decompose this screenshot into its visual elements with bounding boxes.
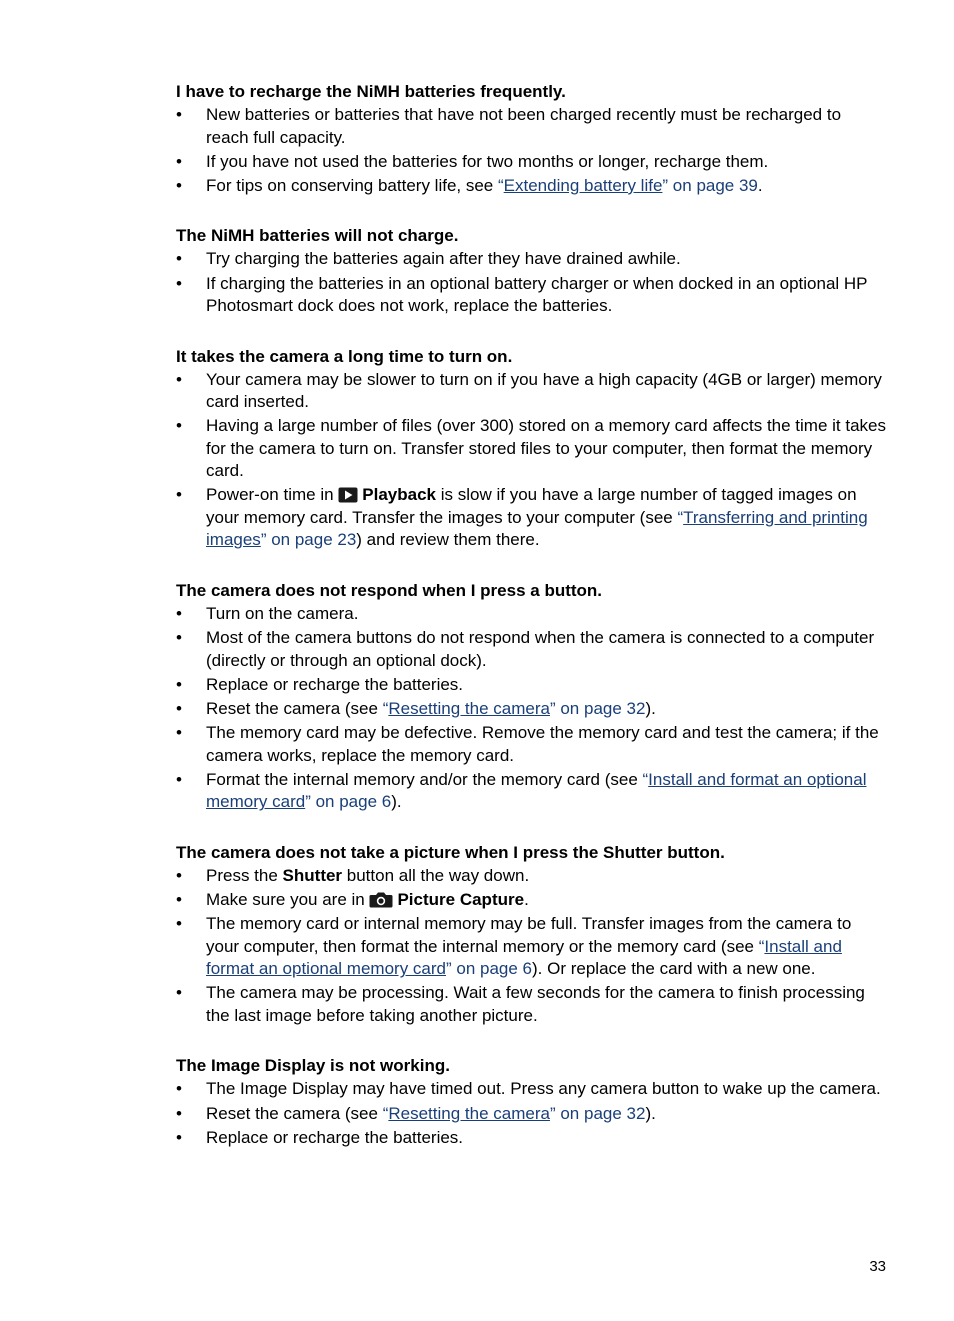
list-item — [176, 627, 888, 672]
bullet-list — [176, 104, 888, 197]
list-item — [176, 175, 888, 198]
item-text-suffix: ) and review them there. — [356, 530, 540, 550]
item-text: Format the internal memory and/or the memory card (see — [206, 769, 643, 789]
bullet: • — [176, 175, 182, 195]
bullet: • — [176, 769, 182, 789]
item-text-suffix: ). — [645, 699, 656, 718]
list-item — [176, 674, 888, 697]
list-item — [176, 273, 888, 318]
item-text: Replace or recharge the batteries. — [206, 674, 464, 694]
bullet: • — [176, 890, 182, 910]
link-resetting-camera[interactable]: “Resetting the camera” on page 32 — [382, 699, 646, 718]
item-text-suffix: button all the way down. — [342, 865, 530, 885]
playback-icon — [338, 487, 358, 503]
item-text: Most of the camera buttons do not respond when the camera is connected to a computer (directly or through an optional dock). — [206, 628, 875, 670]
item-text: Power-on time in — [206, 485, 339, 505]
item-text: Turn on the camera. — [206, 603, 359, 623]
playback-label: Playback — [362, 485, 437, 505]
bullet-list — [176, 1078, 888, 1149]
section-no-picture — [176, 841, 888, 1028]
bullet: • — [176, 151, 182, 171]
item-text: The memory card or internal memory may be full. Transfer images from the camera to your computer, then format the internal memory or the memory card (see — [206, 914, 852, 956]
bullet: • — [176, 1079, 182, 1099]
bullet: • — [176, 485, 182, 505]
section-heading: The NiMH batteries will not charge. — [176, 226, 459, 246]
list-item — [176, 913, 888, 981]
item-text: Press the — [206, 865, 283, 885]
list-item — [176, 104, 888, 149]
section-recharge-frequently — [176, 80, 888, 197]
bullet: • — [176, 983, 182, 1003]
bullet: • — [176, 416, 182, 436]
item-text-suffix: ). Or replace the card with a new one. — [532, 959, 816, 979]
list-item — [176, 151, 888, 174]
item-text: Your camera may be slower to turn on if you have a high capacity (4GB or larger) memory card inserted. — [206, 369, 882, 412]
list-item — [176, 769, 888, 814]
item-text: Replace or recharge the batteries. — [206, 1127, 464, 1147]
item-text: Having a large number of files (over 300) stored on a memory card affects the time it takes for the camera to turn on. Transfer stored files to your computer, then format the memory card. — [206, 416, 886, 481]
section-heading: The Image Display is not working. — [176, 1056, 450, 1076]
item-text: Reset the camera (see — [206, 699, 383, 718]
bullet: • — [176, 914, 182, 934]
picture-capture-label: Picture Capture — [397, 890, 525, 910]
bullet: • — [176, 674, 182, 694]
list-item — [176, 698, 888, 721]
item-text-suffix: . — [757, 175, 763, 195]
list-item — [176, 889, 888, 912]
bullet-list — [176, 603, 888, 814]
bullet: • — [176, 865, 182, 885]
list-item — [176, 369, 888, 414]
list-item — [176, 1103, 888, 1126]
section-slow-turn-on — [176, 345, 888, 552]
bullet: • — [176, 1127, 182, 1147]
item-text: Try charging the batteries again after they have drained awhile. — [206, 249, 681, 269]
page-number: 33 — [869, 1258, 886, 1275]
bullet-list — [176, 369, 888, 552]
bullet: • — [176, 603, 182, 623]
item-text: is slow if you have a large number of tagged images on your memory card. Transfer the images to your computer (see — [206, 485, 857, 527]
list-item — [176, 982, 888, 1027]
list-item — [176, 1127, 888, 1150]
link-install-format-card[interactable]: “Install and format an optional memory card” on page 6 — [206, 936, 842, 979]
item-text: Make sure you are in — [206, 890, 370, 910]
list-item — [176, 415, 888, 483]
page-content — [176, 80, 888, 1176]
shutter-label: Shutter — [282, 865, 343, 885]
list-item — [176, 603, 888, 626]
item-text: The camera may be processing. Wait a few seconds for the camera to finish processing the last image before taking another picture. — [206, 983, 865, 1025]
item-text: If charging the batteries in an optional battery charger or when docked in an optional HP Photosmart dock does not work, replace the batteries. — [206, 273, 868, 316]
link-install-format-card[interactable]: “Install and format an optional memory card” on page 6 — [206, 769, 867, 812]
list-item — [176, 722, 888, 767]
link-transferring-printing[interactable]: “Transferring and printing images” on page 23 — [206, 507, 868, 550]
item-text: For tips on conserving battery life, see — [206, 175, 498, 195]
camera-icon — [369, 891, 393, 908]
bullet: • — [176, 105, 182, 124]
bullet-list — [176, 865, 888, 1028]
item-text: If you have not used the batteries for two months or longer, recharge them. — [206, 151, 769, 171]
link-extending-battery-life[interactable]: “Extending battery life” on page 39 — [497, 175, 758, 195]
list-item — [176, 484, 888, 552]
list-item — [176, 865, 888, 888]
list-item — [176, 248, 888, 271]
section-no-button-response — [176, 579, 888, 814]
item-text: Reset the camera (see — [206, 1103, 383, 1123]
section-heading: The camera does not take a picture when I press the Shutter button. — [176, 842, 725, 862]
item-text: New batteries or batteries that have not been charged recently must be recharged to reach full capacity. — [206, 105, 842, 147]
item-text-suffix: ). — [391, 792, 402, 812]
bullet: • — [176, 369, 182, 389]
item-text-suffix: . — [524, 890, 529, 910]
section-heading: I have to recharge the NiMH batteries frequently. — [176, 82, 566, 101]
bullet: • — [176, 249, 182, 269]
list-item — [176, 1078, 888, 1101]
item-text-suffix: ). — [645, 1103, 656, 1123]
section-will-not-charge — [176, 224, 888, 317]
bullet: • — [176, 628, 182, 648]
bullet: • — [176, 723, 182, 743]
section-heading: The camera does not respond when I press a button. — [176, 580, 603, 600]
section-display-not-working — [176, 1054, 888, 1149]
bullet: • — [176, 699, 182, 718]
bullet-list — [176, 248, 888, 317]
bullet: • — [176, 273, 182, 293]
link-resetting-camera[interactable]: “Resetting the camera” on page 32 — [382, 1103, 646, 1123]
item-text: The memory card may be defective. Remove the memory card and test the camera; if the camera works, replace the memory card. — [206, 723, 879, 765]
bullet: • — [176, 1103, 182, 1123]
section-heading: It takes the camera a long time to turn on. — [176, 346, 513, 366]
item-text: The Image Display may have timed out. Press any camera button to wake up the camera. — [206, 1079, 881, 1099]
